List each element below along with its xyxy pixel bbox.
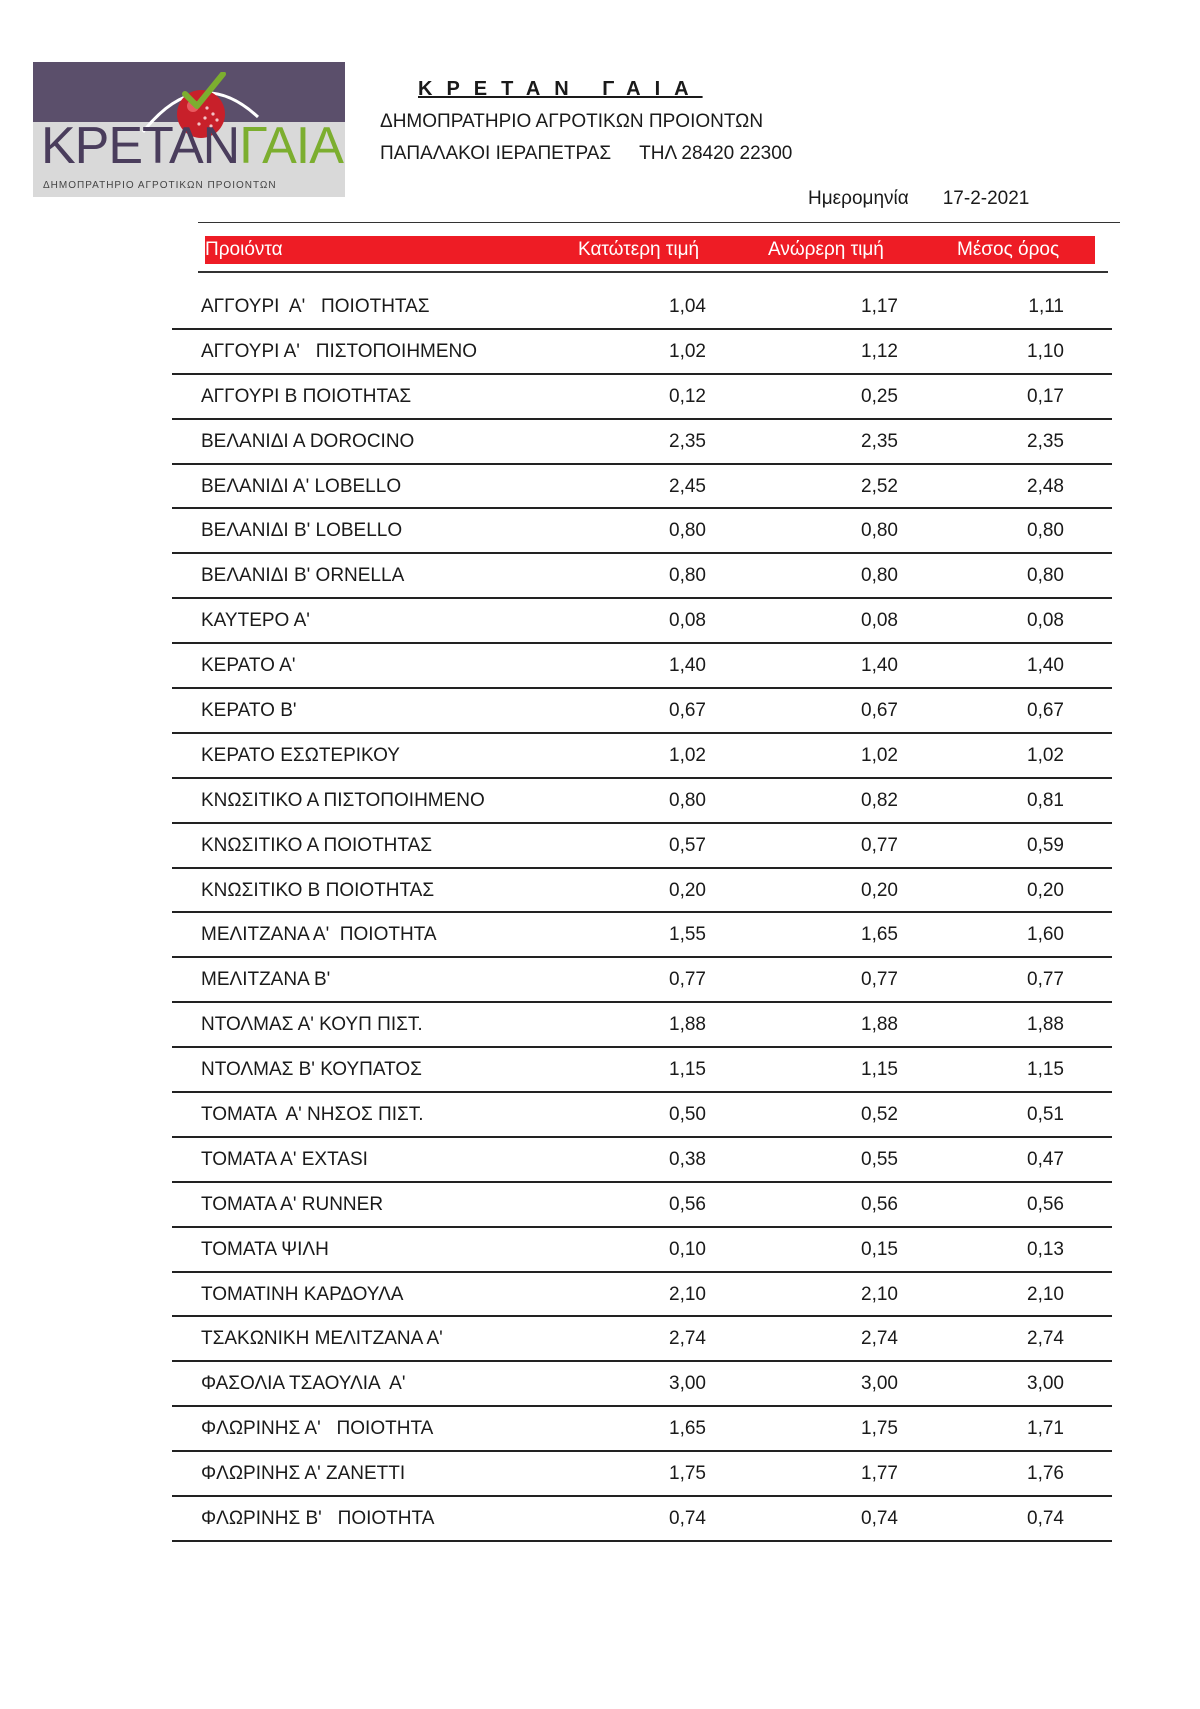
min-price: 0,56 bbox=[669, 1193, 706, 1215]
product-name: ΚΝΩΣΙΤΙΚΟ Α ΠΟΙΟΤΗΤΑΣ bbox=[201, 834, 433, 856]
company-logo bbox=[33, 62, 345, 197]
min-price: 0,12 bbox=[669, 385, 706, 407]
table-header bbox=[205, 236, 1095, 264]
min-price: 0,38 bbox=[669, 1148, 706, 1170]
product-name: ΑΓΓΟΥΡΙ Α' ΠΙΣΤΟΠΟΙΗΜΕΝΟ bbox=[201, 340, 478, 362]
average-price: 1,15 bbox=[1027, 1059, 1064, 1081]
product-name: ΤΟΜΑΤΑ Α' ΝΗΣΟΣ ΠΙΣΤ. bbox=[201, 1104, 424, 1126]
table-row bbox=[172, 554, 1112, 599]
location-text: ΠΑΠΑΛΑΚΟΙ ΙΕΡΑΠΕΤΡΑΣ bbox=[380, 143, 612, 164]
table-row bbox=[172, 734, 1112, 779]
max-price: 0,82 bbox=[861, 789, 898, 811]
average-price: 0,20 bbox=[1027, 879, 1064, 901]
product-name: ΦΛΩΡΙΝΗΣ Α' ΖΑΝΕΤΤΙ bbox=[201, 1463, 406, 1485]
product-name: ΝΤΟΛΜΑΣ Α' ΚΟΥΠ ΠΙΣΤ. bbox=[201, 1014, 423, 1036]
product-name: ΒΕΛΑΝΙΔΙ Β' ORNELLA bbox=[201, 565, 405, 587]
min-price: 3,00 bbox=[669, 1373, 706, 1395]
date-value: 17-2-2021 bbox=[942, 188, 1030, 209]
average-price: 0,56 bbox=[1027, 1193, 1064, 1215]
max-price: 0,20 bbox=[861, 879, 898, 901]
product-name: ΒΕΛΑΝΙΔΙ Α' LOBELLO bbox=[201, 475, 402, 497]
table-header-rule bbox=[198, 271, 1108, 273]
max-price: 0,67 bbox=[861, 700, 898, 722]
date-label: Ημερομηνία bbox=[808, 188, 909, 209]
product-name: ΚΝΩΣΙΤΙΚΟ Β ΠΟΙΟΤΗΤΑΣ bbox=[201, 879, 435, 901]
logo-wordmark bbox=[41, 117, 343, 175]
min-price: 0,80 bbox=[669, 565, 706, 587]
min-price: 1,02 bbox=[669, 340, 706, 362]
max-price: 0,08 bbox=[861, 610, 898, 632]
max-price: 0,80 bbox=[861, 520, 898, 542]
table-row bbox=[172, 1497, 1112, 1542]
price-table bbox=[172, 285, 1112, 1542]
average-price: 0,13 bbox=[1027, 1238, 1064, 1260]
product-name: ΦΛΩΡΙΝΗΣ Β' ΠΟΙΟΤΗΤΑ bbox=[201, 1508, 435, 1530]
product-name: ΚΕΡΑΤΟ ΕΣΩΤΕΡΙΚΟΥ bbox=[201, 744, 400, 766]
table-row bbox=[172, 1228, 1112, 1273]
page-title: ΚΡΕΤΑΝ ΓΑΙΑ bbox=[418, 78, 703, 100]
table-row bbox=[172, 913, 1112, 958]
table-row bbox=[172, 509, 1112, 554]
header-min-price: Κατώτερη τιμή bbox=[578, 239, 700, 260]
product-name: ΚΕΡΑΤΟ Β' bbox=[201, 700, 297, 722]
average-price: 0,47 bbox=[1027, 1148, 1064, 1170]
min-price: 1,04 bbox=[669, 296, 706, 317]
max-price: 2,10 bbox=[861, 1283, 898, 1305]
product-name: ΑΓΓΟΥΡΙ Α' ΠΟΙΟΤΗΤΑΣ bbox=[201, 296, 430, 317]
table-row bbox=[172, 1138, 1112, 1183]
average-price: 2,10 bbox=[1027, 1283, 1064, 1305]
table-row bbox=[172, 1317, 1112, 1362]
average-price: 0,80 bbox=[1027, 565, 1064, 587]
table-row bbox=[172, 824, 1112, 869]
date-line bbox=[808, 188, 1029, 210]
max-price: 2,74 bbox=[861, 1328, 898, 1350]
average-price: 2,48 bbox=[1027, 475, 1064, 497]
min-price: 0,80 bbox=[669, 789, 706, 811]
product-name: ΚΕΡΑΤΟ Α' bbox=[201, 655, 296, 677]
average-price: 1,88 bbox=[1027, 1014, 1064, 1036]
product-name: ΒΕΛΑΝΙΔΙ Β' LOBELLO bbox=[201, 520, 403, 542]
average-price: 1,02 bbox=[1027, 744, 1064, 766]
max-price: 0,74 bbox=[861, 1508, 898, 1530]
average-price: 1,40 bbox=[1027, 655, 1064, 677]
average-price: 2,35 bbox=[1027, 430, 1064, 452]
logo-subtitle: ΔΗΜΟΠΡΑΤΗΡΙΟ ΑΓΡΟΤΙΚΩΝ ΠΡΟΙΟΝΤΩΝ bbox=[43, 180, 277, 191]
average-price: 0,77 bbox=[1027, 969, 1064, 991]
product-name: ΚΝΩΣΙΤΙΚΟ Α ΠΙΣΤΟΠΟΙΗΜΕΝΟ bbox=[201, 789, 485, 811]
average-price: 2,74 bbox=[1027, 1328, 1064, 1350]
table-row bbox=[172, 285, 1112, 330]
product-name: ΒΕΛΑΝΙΔΙ Α DOROCINO bbox=[201, 430, 415, 452]
header-products: Προιόντα bbox=[205, 239, 283, 260]
average-price: 0,74 bbox=[1027, 1508, 1064, 1530]
min-price: 0,80 bbox=[669, 520, 706, 542]
min-price: 1,40 bbox=[669, 655, 706, 677]
header-average: Μέσος όρος bbox=[957, 239, 1060, 260]
average-price: 0,81 bbox=[1027, 789, 1064, 811]
max-price: 0,55 bbox=[861, 1148, 898, 1170]
max-price: 1,88 bbox=[861, 1014, 898, 1036]
table-row bbox=[172, 1183, 1112, 1228]
table-row bbox=[172, 1407, 1112, 1452]
table-row bbox=[172, 1003, 1112, 1048]
average-price: 1,11 bbox=[1028, 296, 1064, 317]
average-price: 0,80 bbox=[1027, 520, 1064, 542]
min-price: 0,77 bbox=[669, 969, 706, 991]
min-price: 2,35 bbox=[669, 430, 706, 452]
product-name: ΚΑΥΤΕΡΟ Α' bbox=[201, 610, 310, 632]
organization-name: ΔΗΜΟΠΡΑΤΗΡΙΟ ΑΓΡΟΤΙΚΩΝ ΠΡΟΙΟΝΤΩΝ bbox=[380, 111, 764, 132]
average-price: 1,10 bbox=[1027, 340, 1064, 362]
phone-text: ΤΗΛ 28420 22300 bbox=[639, 143, 793, 164]
table-row bbox=[172, 644, 1112, 689]
max-price: 1,15 bbox=[861, 1059, 898, 1081]
product-name: ΝΤΟΛΜΑΣ Β' ΚΟΥΠΑΤΟΣ bbox=[201, 1059, 422, 1081]
min-price: 1,15 bbox=[669, 1059, 706, 1081]
min-price: 2,45 bbox=[669, 475, 706, 497]
table-row bbox=[172, 779, 1112, 824]
max-price: 0,56 bbox=[861, 1193, 898, 1215]
average-price: 0,67 bbox=[1027, 700, 1064, 722]
average-price: 0,08 bbox=[1027, 610, 1064, 632]
table-row bbox=[172, 465, 1112, 510]
max-price: 1,65 bbox=[861, 924, 898, 946]
min-price: 0,67 bbox=[669, 700, 706, 722]
average-price: 1,76 bbox=[1027, 1463, 1064, 1485]
table-row bbox=[172, 375, 1112, 420]
address-line bbox=[380, 143, 792, 165]
table-row bbox=[172, 1452, 1112, 1497]
max-price: 0,80 bbox=[861, 565, 898, 587]
table-row bbox=[172, 1273, 1112, 1318]
max-price: 0,77 bbox=[861, 969, 898, 991]
min-price: 0,50 bbox=[669, 1104, 706, 1126]
min-price: 0,57 bbox=[669, 834, 706, 856]
table-row bbox=[172, 420, 1112, 465]
header-divider bbox=[198, 222, 1120, 223]
table-row bbox=[172, 1093, 1112, 1138]
average-price: 3,00 bbox=[1027, 1373, 1064, 1395]
min-price: 2,10 bbox=[669, 1283, 706, 1305]
max-price: 1,75 bbox=[861, 1418, 898, 1440]
min-price: 2,74 bbox=[669, 1328, 706, 1350]
min-price: 0,10 bbox=[669, 1238, 706, 1260]
average-price: 0,59 bbox=[1027, 834, 1064, 856]
max-price: 1,17 bbox=[861, 296, 898, 317]
product-name: ΦΑΣΟΛΙΑ ΤΣΑΟΥΛΙΑ Α' bbox=[201, 1373, 406, 1395]
table-row bbox=[172, 958, 1112, 1003]
max-price: 1,02 bbox=[861, 744, 898, 766]
min-price: 0,08 bbox=[669, 610, 706, 632]
product-name: ΤΟΜΑΤΑ Α' EXTASI bbox=[201, 1148, 368, 1170]
logo-word-part1: ΚΡΕΤΑΝ bbox=[41, 117, 240, 175]
table-row bbox=[172, 689, 1112, 734]
min-price: 1,65 bbox=[669, 1418, 706, 1440]
min-price: 1,55 bbox=[669, 924, 706, 946]
table-row bbox=[172, 330, 1112, 375]
product-name: ΤΟΜΑΤΑ Α' RUNNER bbox=[201, 1193, 384, 1215]
max-price: 0,52 bbox=[861, 1104, 898, 1126]
logo-word-part2: ΓΑΙΑ bbox=[239, 117, 343, 175]
table-row bbox=[172, 869, 1112, 914]
average-price: 1,71 bbox=[1027, 1418, 1064, 1440]
max-price: 0,77 bbox=[861, 834, 898, 856]
max-price: 0,15 bbox=[861, 1238, 898, 1260]
table-row bbox=[172, 599, 1112, 644]
min-price: 1,88 bbox=[669, 1014, 706, 1036]
min-price: 0,20 bbox=[669, 879, 706, 901]
table-row bbox=[172, 1362, 1112, 1407]
max-price: 2,52 bbox=[861, 475, 898, 497]
max-price: 1,77 bbox=[861, 1463, 898, 1485]
product-name: ΑΓΓΟΥΡΙ Β ΠΟΙΟΤΗΤΑΣ bbox=[201, 385, 412, 407]
average-price: 0,51 bbox=[1027, 1104, 1064, 1126]
max-price: 2,35 bbox=[861, 430, 898, 452]
product-name: ΤΟΜΑΤΑ ΨΙΛΗ bbox=[201, 1238, 329, 1260]
product-name: ΜΕΛΙΤΖΑΝΑ Α' ΠΟΙΟΤΗΤΑ bbox=[201, 924, 437, 946]
min-price: 1,02 bbox=[669, 744, 706, 766]
product-name: ΜΕΛΙΤΖΑΝΑ Β' bbox=[201, 969, 331, 991]
product-name: ΤΟΜΑΤΙΝΗ ΚΑΡΔΟΥΛΑ bbox=[201, 1283, 404, 1305]
average-price: 0,17 bbox=[1027, 385, 1064, 407]
max-price: 3,00 bbox=[861, 1373, 898, 1395]
average-price: 1,60 bbox=[1027, 924, 1064, 946]
header-max-price: Ανώρερη τιμή bbox=[768, 239, 884, 260]
max-price: 0,25 bbox=[861, 385, 898, 407]
table-row bbox=[172, 1048, 1112, 1093]
product-name: ΤΣΑΚΩΝΙΚΗ ΜΕΛΙΤΖΑΝΑ Α' bbox=[201, 1328, 443, 1350]
product-name: ΦΛΩΡΙΝΗΣ Α' ΠΟΙΟΤΗΤΑ bbox=[201, 1418, 434, 1440]
max-price: 1,40 bbox=[861, 655, 898, 677]
min-price: 0,74 bbox=[669, 1508, 706, 1530]
max-price: 1,12 bbox=[861, 340, 898, 362]
min-price: 1,75 bbox=[669, 1463, 706, 1485]
